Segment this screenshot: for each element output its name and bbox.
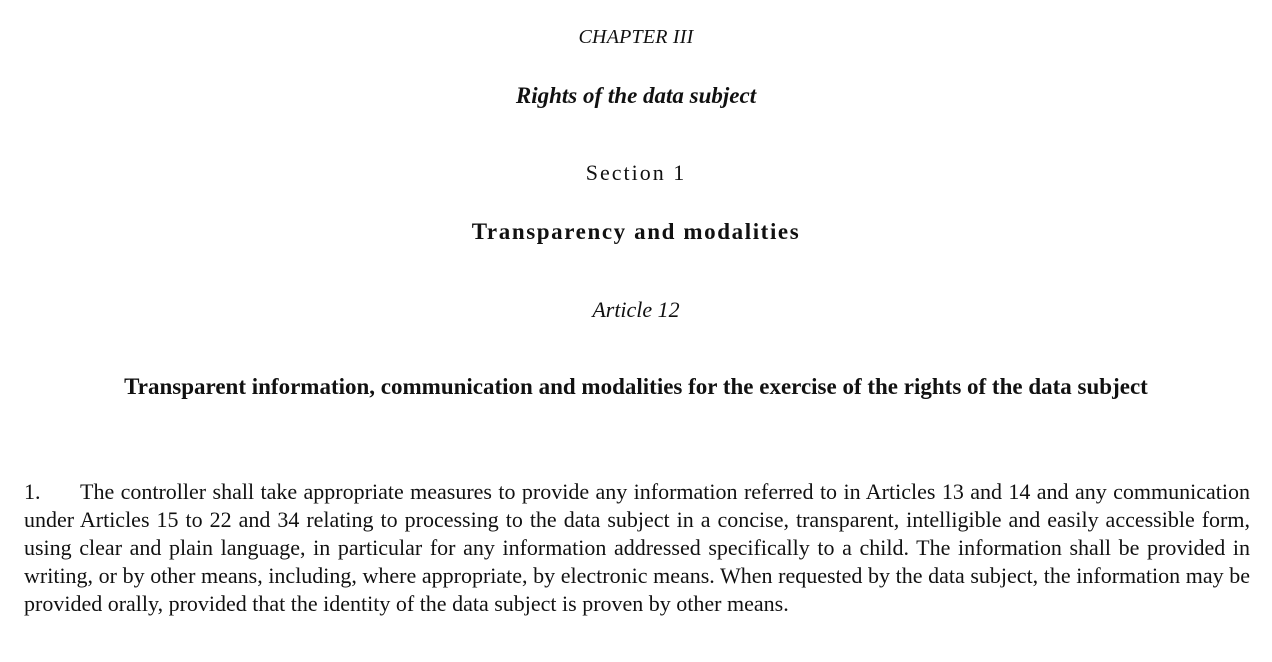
- chapter-title: Rights of the data subject: [515, 83, 757, 108]
- article-label: Article 12: [592, 297, 680, 322]
- paragraph-number: 1.: [24, 479, 41, 504]
- chapter-label: CHAPTER III: [578, 26, 694, 48]
- section-label: Section 1: [585, 160, 687, 185]
- article-title: Transparent information, communication and modalities for the exercise of the rights of the data subject: [124, 374, 1148, 399]
- paragraph-text: The controller shall take appropriate measures to provide any information referred to in Articles 13 and 14 and any communication under Articles 15 to 22 and 34 relating to processing to the data subject in a concise, transparent, intelligible and easily accessible form, using clear and plain language, in particular for any information addressed specifically to a child. The information shall be provided in writing, or by other means, including, where appropriate, by electronic means. When requested by the data subject, the information may be provided orally, provided that the identity of the data subject is proven by other means.: [24, 479, 1250, 616]
- paragraph-1: [24, 478, 1250, 618]
- section-title: Transparency and modalities: [471, 219, 801, 244]
